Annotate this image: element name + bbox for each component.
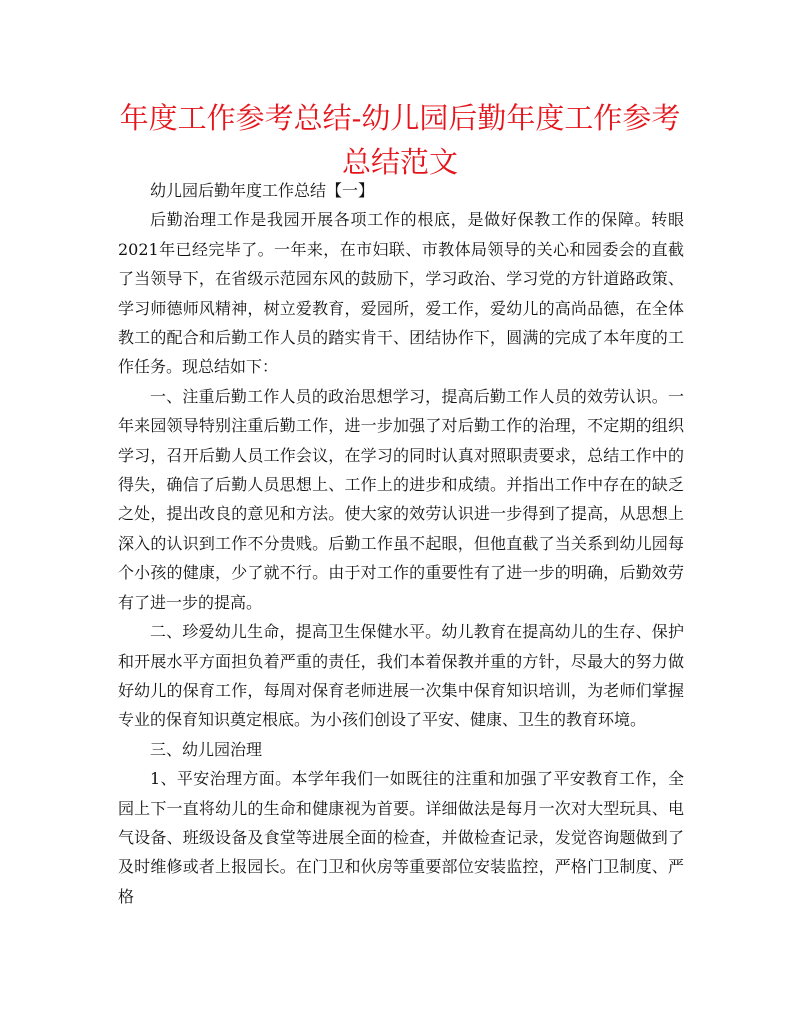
paragraph-intro: 后勤治理工作是我园开展各项工作的根底，是做好保教工作的保障。转眼2021年已经完毕了。一年来，在市妇联、市教体局领导的关心和园委会的直截了当领导下，在省级示范园东风的鼓励下，学习政治、学习党的方针道路政策、学习师德师风精神，树立爱教育，爱园所，爱工作，爱幼儿的高尚品德，在全体教工的配合和后勤工作人员的踏实肯干、团结协作下，圆满的完成了本年度的工作任务。现总结如下： (118, 210, 684, 377)
section-heading: 幼儿园后勤年度工作总结【一】 (150, 181, 375, 200)
paragraph-section-2: 二、珍爱幼儿生命，提高卫生保健水平。幼儿教育在提高幼儿的生存、保护和开展水平方面担负着严重的责任，我们本着保教并重的方针，尽最大的努力做好幼儿的保育工作，每周对保育老师进展一次集中保育知识培训，为老师们掌握专业的保育知识奠定根底。为小孩们创设了平安、健康、卫生的教育环境。 (118, 622, 684, 730)
paragraph-section-3-item-1: 1、平安治理方面。本学年我们一如既往的注重和加强了平安教育工作，全园上下一直将幼儿的生命和健康视为首要。详细做法是每月一次对大型玩具、电气设备、班级设备及食堂等进展全面的检查，并做检查记录，发觉咨询题做到了及时维修或者上报园长。在门卫和伙房等重要部位安装监控，严格门卫制度、严格 (118, 769, 684, 906)
paragraph-section-3-heading: 三、幼儿园治理 (150, 739, 263, 759)
paragraph-section-1: 一、注重后勤工作人员的政治思想学习，提高后勤工作人员的效劳认识。一年来园领导特别注重后勤工作，进一步加强了对后勤工作的治理，不定期的组织学习，召开后勤人员工作会议，在学习的同时认真对照职责要求，总结工作中的得失，确信了后勤人员思想上、工作上的进步和成绩。并指出工作中存在的缺乏之处，提出改良的意见和方法。使大家的效劳认识进一步得到了提高，从思想上深入的认识到工作不分贵贱。后勤工作虽不起眼，但他直截了当关系到幼儿园每个小孩的健康，少了就不行。由于对工作的重要性有了进一步的明确，后勤效劳有了进一步的提高。 (118, 386, 684, 612)
document-body (118, 176, 684, 911)
document-title: 年度工作参考总结-幼儿园后勤年度工作参考总结范文 (119, 101, 681, 179)
